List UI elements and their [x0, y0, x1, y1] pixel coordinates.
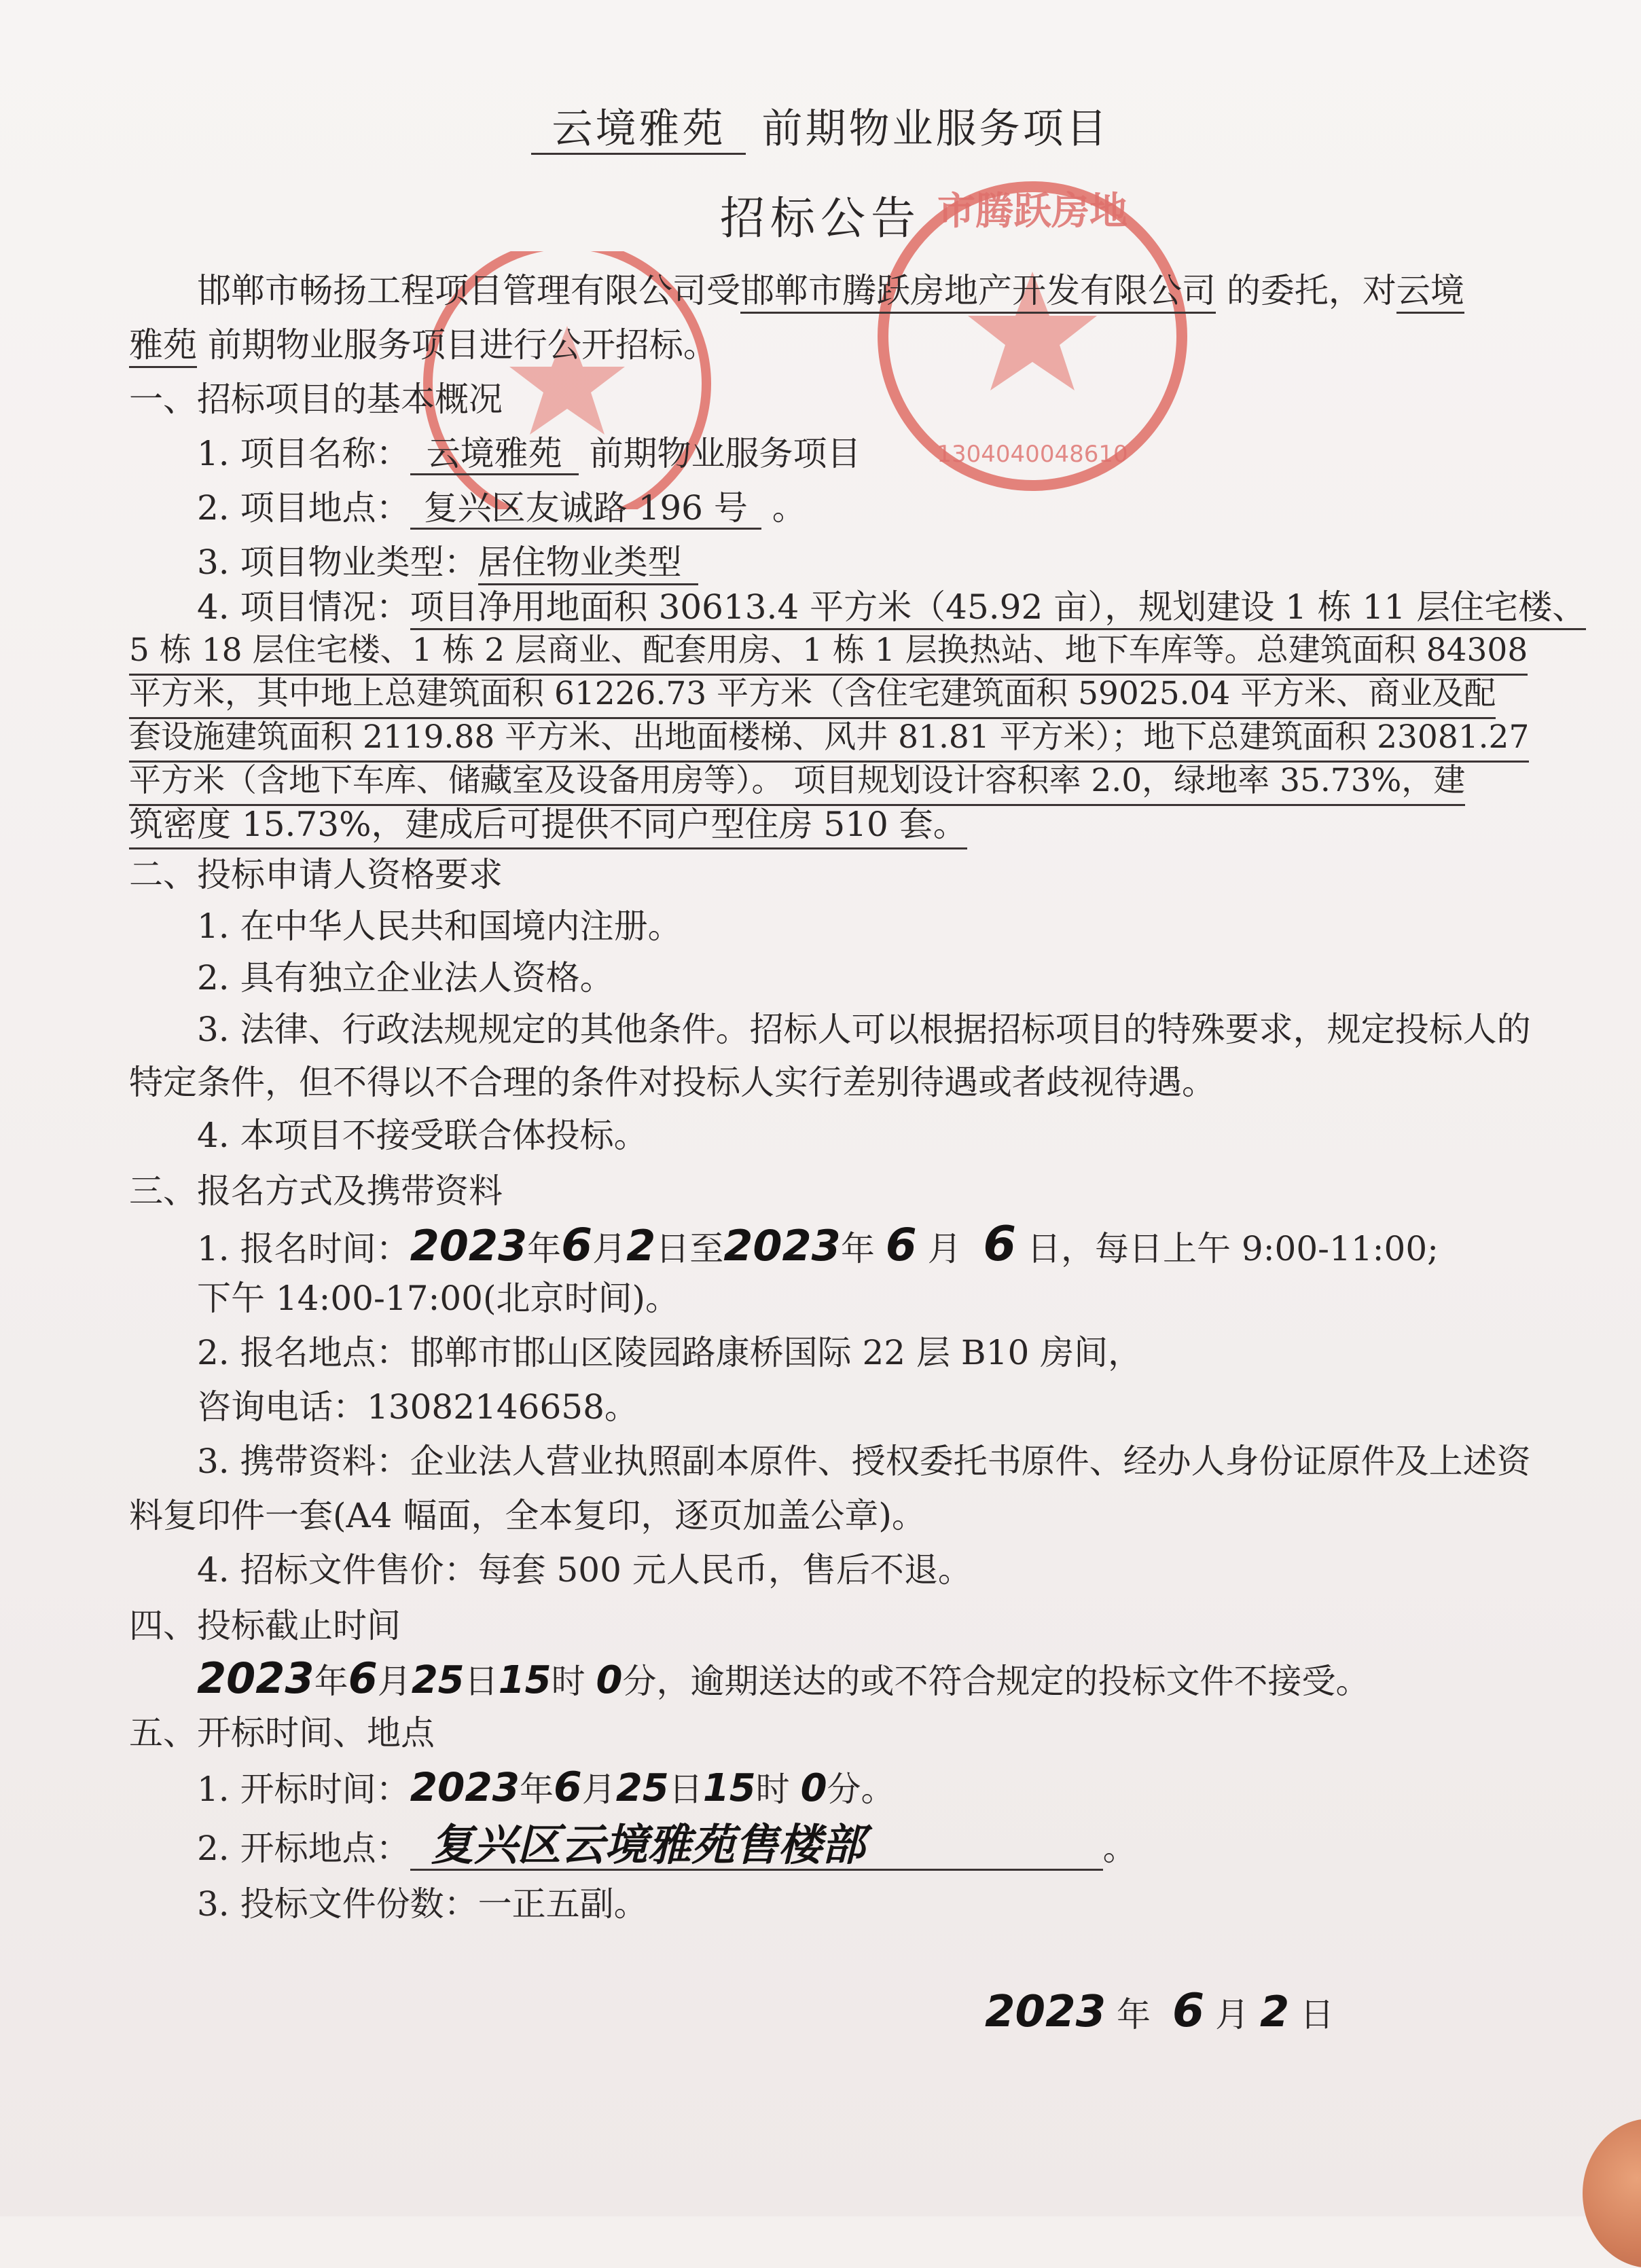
opening-time-end: 分。	[827, 1770, 895, 1809]
opening-place-row	[197, 1821, 1137, 1871]
project-type-label: 3. 项目物业类型：	[197, 543, 478, 582]
handwritten-day: 2	[1259, 1987, 1290, 2036]
handwritten-day: 25	[615, 1766, 669, 1810]
qualification-item: 2. 具有独立企业法人资格。	[197, 958, 614, 998]
opening-place-end: 。	[1102, 1829, 1137, 1868]
yue: 月	[592, 1229, 627, 1268]
intro-name-2: 雅苑	[129, 325, 197, 368]
qualification-item: 1. 在中华人民共和国境内注册。	[197, 907, 682, 946]
registration-place: 2. 报名地点：邯郸市邯山区陵园路康桥国际 22 层 B10 房间，	[197, 1333, 1142, 1372]
project-name-label: 1. 项目名称：	[197, 434, 410, 473]
handwritten-month: 6	[348, 1653, 378, 1703]
nian: 年	[1117, 1995, 1151, 2034]
project-type-row	[197, 541, 698, 584]
handwritten-year: 2023	[197, 1653, 314, 1703]
handwritten-minute: 0	[596, 1658, 623, 1702]
registration-time-rest: 日，每日上午 9:00-11:00;	[1026, 1229, 1439, 1268]
handwritten-minute: 0	[800, 1766, 827, 1810]
opening-place-value: 复兴区云境雅苑售楼部	[410, 1824, 1103, 1871]
handwritten-hour: 15	[702, 1766, 756, 1810]
project-type-value: 居住物业类型	[478, 543, 698, 585]
project-name-rest: 前期物业服务项目	[589, 434, 861, 473]
required-docs-cont: 料复印件一套(A4 幅面，全本复印，逐页加盖公章)。	[129, 1496, 926, 1535]
title-rest: 前期物业服务项目	[761, 105, 1110, 153]
handwritten-year: 2023	[723, 1221, 841, 1270]
yue: 月	[581, 1770, 616, 1809]
qualification-item-cont: 特定条件，但不得以不合理的条件对投标人实行差别待遇或者歧视待遇。	[129, 1063, 1216, 1102]
required-docs: 3. 携带资料：企业法人营业执照副本原件、授权委托书原件、经办人身份证原件及上述资	[197, 1442, 1531, 1481]
yue: 月	[1215, 1995, 1250, 2034]
nian: 年	[840, 1229, 875, 1268]
ri: 日	[464, 1662, 499, 1701]
intro-text-c: 前期物业服务项目进行公开招标。	[207, 325, 717, 365]
intro-text: 邯郸市畅扬工程项目管理有限公司受	[197, 271, 740, 310]
deadline-row	[197, 1653, 1370, 1703]
shi: 时	[551, 1662, 585, 1701]
handwritten-month: 6	[885, 1219, 917, 1271]
section-1-heading: 一、招标项目的基本概况	[129, 380, 503, 419]
bid-copies: 3. 投标文件份数：一正五副。	[197, 1884, 648, 1924]
project-detail-row	[197, 585, 1586, 629]
ri-zhi: 日至	[655, 1229, 724, 1268]
opening-time-label: 1. 开标时间：	[197, 1770, 410, 1809]
project-detail-line: 平方米，其中地上总建筑面积 61226.73 平方米（含住宅建筑面积 59025.04 平方米、商业及配	[129, 672, 1496, 719]
thumb-edge	[1583, 2119, 1641, 2268]
opening-place-label: 2. 开标地点：	[197, 1829, 410, 1868]
title-project-name: 云境雅苑	[531, 105, 746, 155]
project-detail-label: 4. 项目情况：	[197, 587, 410, 627]
project-name-value: 云境雅苑	[410, 434, 579, 475]
registration-time-label: 1. 报名时间：	[197, 1229, 410, 1268]
handwritten-month: 6	[554, 1763, 582, 1811]
qualification-item: 3. 法律、行政法规规定的其他条件。招标人可以根据招标项目的特殊要求，规定投标人的	[197, 1010, 1531, 1049]
intro-text-b: 的委托，对	[1226, 271, 1396, 310]
registration-time-row	[197, 1216, 1439, 1272]
registration-time-line-2: 下午 14:00-17:00(北京时间)。	[197, 1279, 679, 1318]
project-detail-line: 套设施建筑面积 2119.88 平方米、出地面楼梯、风井 81.81 平方米）；地下总建筑面积 23081.27	[129, 716, 1529, 763]
project-detail-line: 筑密度 15.73%，建成后可提供不同户型住房 510 套。	[129, 803, 967, 849]
handwritten-year: 2023	[985, 1987, 1106, 2037]
intro-line-1	[197, 269, 1464, 312]
ri: 日	[1300, 1995, 1335, 2034]
nian: 年	[520, 1770, 554, 1809]
project-detail-line: 项目净用地面积 30613.4 平方米（45.92 亩），规划建设 1 栋 11 层住宅楼、	[410, 587, 1587, 630]
ri: 日	[668, 1770, 703, 1809]
handwritten-hour: 15	[498, 1658, 552, 1702]
yue: 月	[927, 1229, 962, 1268]
qualification-item: 4. 本项目不接受联合体投标。	[197, 1116, 648, 1155]
intro-line-2	[129, 323, 717, 367]
page-subtitle: 招标公告	[720, 192, 921, 244]
handwritten-month: 6	[1172, 1984, 1205, 2038]
svg-text:市腾跃房地: 市腾跃房地	[937, 189, 1128, 234]
signature-date	[985, 1984, 1335, 2038]
handwritten-day: 2	[626, 1221, 656, 1270]
handwritten-day: 25	[411, 1658, 465, 1702]
project-location-label: 2. 项目地点：	[197, 488, 410, 528]
handwritten-month: 6	[561, 1219, 593, 1271]
deadline-rest: ，逾期送达的或不符合规定的投标文件不接受。	[656, 1662, 1370, 1701]
project-location-row	[197, 486, 806, 530]
seal-code: 1304040048610	[937, 441, 1128, 468]
nian: 年	[527, 1229, 562, 1268]
fen: 分	[622, 1662, 657, 1701]
nian: 年	[314, 1662, 348, 1701]
intro-client: 邯郸市腾跃房地产开发有限公司	[740, 271, 1216, 314]
opening-time-row	[197, 1763, 895, 1811]
yue: 月	[377, 1662, 412, 1701]
handwritten-year: 2023	[410, 1764, 520, 1810]
handwritten-day: 6	[983, 1216, 1017, 1272]
section-5-heading: 五、开标时间、地点	[129, 1713, 435, 1753]
document-price: 4. 招标文件售价：每套 500 元人民币，售后不退。	[197, 1550, 972, 1590]
intro-name: 云境	[1396, 271, 1464, 314]
project-name-row	[197, 432, 861, 475]
project-location-end: 。	[772, 488, 806, 528]
handwritten-year: 2023	[410, 1221, 528, 1270]
project-location-value: 复兴区友诚路 196 号	[410, 488, 761, 530]
contact-phone: 咨询电话：13082146658。	[197, 1387, 638, 1427]
section-3-heading: 三、报名方式及携带资料	[129, 1171, 503, 1211]
project-detail-line: 5 栋 18 层住宅楼、1 栋 2 层商业、配套用房、1 栋 1 层换热站、地下车库等。总建筑面积 84308	[129, 629, 1528, 676]
shi: 时	[755, 1770, 790, 1809]
section-2-heading: 二、投标申请人资格要求	[129, 855, 503, 894]
section-4-heading: 四、投标截止时间	[129, 1606, 401, 1645]
page-title	[0, 102, 1641, 156]
project-detail-line: 平方米（含地下车库、储藏室及设备用房等）。 项目规划设计容积率 2.0，绿地率 35.73%，建	[129, 759, 1465, 806]
